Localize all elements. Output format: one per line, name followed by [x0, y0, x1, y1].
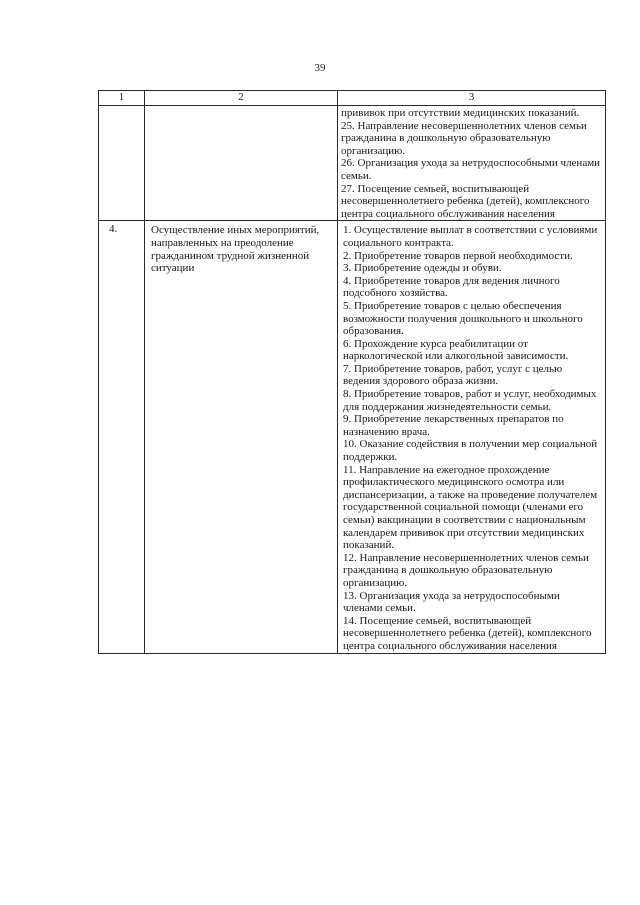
- row-number: 4.: [99, 221, 145, 653]
- measures-table: [98, 90, 606, 654]
- list-item: 3. Приобретение одежды и обуви.: [343, 262, 502, 275]
- list-item: 11. Направление на ежегодное прохождение профилактического медицинского осмотра или диспансеризации, а также на проведение получателем государственной социальной помощи (членами его семьи) вакцинации в соответствии с национальным календарем прививок при отсутствии медицинских показаний.: [343, 463, 598, 552]
- table-row-4: [99, 221, 606, 653]
- table-row-continued: [99, 106, 606, 221]
- header-cell-2: 2: [145, 91, 338, 106]
- list-item: 26. Организация ухода за нетрудоспособными членами семьи.: [341, 157, 601, 182]
- row-items: [338, 106, 606, 221]
- list-item: 10. Оказание содействия в получении мер социальной поддержки.: [343, 438, 598, 464]
- list-item: 25. Направление несовершеннолетних членов семьи гражданина в дошкольную образовательную организацию.: [341, 119, 587, 157]
- list-item: 7. Приобретение товаров, работ, услуг с целью ведения здорового образа жизни.: [343, 362, 563, 388]
- list-item: 9. Приобретение лекарственных препаратов по назначению врача.: [343, 413, 564, 438]
- row-title: [145, 106, 338, 221]
- items-list: [343, 224, 601, 652]
- list-item: 1. Осуществление выплат в соответствии с условиями социального контракта.: [343, 224, 598, 249]
- page-number: 39: [314, 62, 326, 74]
- row-number: [99, 106, 145, 221]
- list-item: 12. Направление несовершеннолетних членов семьи гражданина в дошкольную образовательную организацию.: [343, 551, 589, 589]
- list-item: 8. Приобретение товаров, работ и услуг, необходимых для поддержания жизнедеятельности семьи.: [343, 388, 597, 413]
- list-item: 4. Приобретение товаров для ведения личного подсобного хозяйства.: [343, 274, 560, 300]
- list-item: 2. Приобретение товаров первой необходимости.: [343, 249, 573, 262]
- header-cell-1: 1: [99, 91, 145, 106]
- table-header-row: [99, 91, 606, 106]
- list-item: 14. Посещение семьей, воспитывающей несовершеннолетнего ребенка (детей), комплексного центра социального обслуживания населения: [343, 614, 592, 652]
- list-item: 6. Прохождение курса реабилитации от наркологической или алкогольной зависимости.: [343, 337, 569, 363]
- list-item: 5. Приобретение товаров с целью обеспечения возможности получения дошкольного и школьного образования.: [343, 299, 583, 338]
- list-item: 27. Посещение семьей, воспитывающей несовершеннолетнего ребенка (детей), комплексного центра социального обслуживания населения: [341, 182, 590, 220]
- header-cell-3: 3: [338, 91, 606, 106]
- list-item: прививок при отсутствии медицинских показаний.: [341, 107, 580, 119]
- row-title: Осуществление иных мероприятий, направленных на преодоление гражданином трудной жизненной ситуации: [145, 221, 338, 653]
- row-items: [338, 221, 606, 653]
- items-list: [341, 107, 601, 220]
- list-item: 13. Организация ухода за нетрудоспособными членами семьи.: [343, 589, 560, 615]
